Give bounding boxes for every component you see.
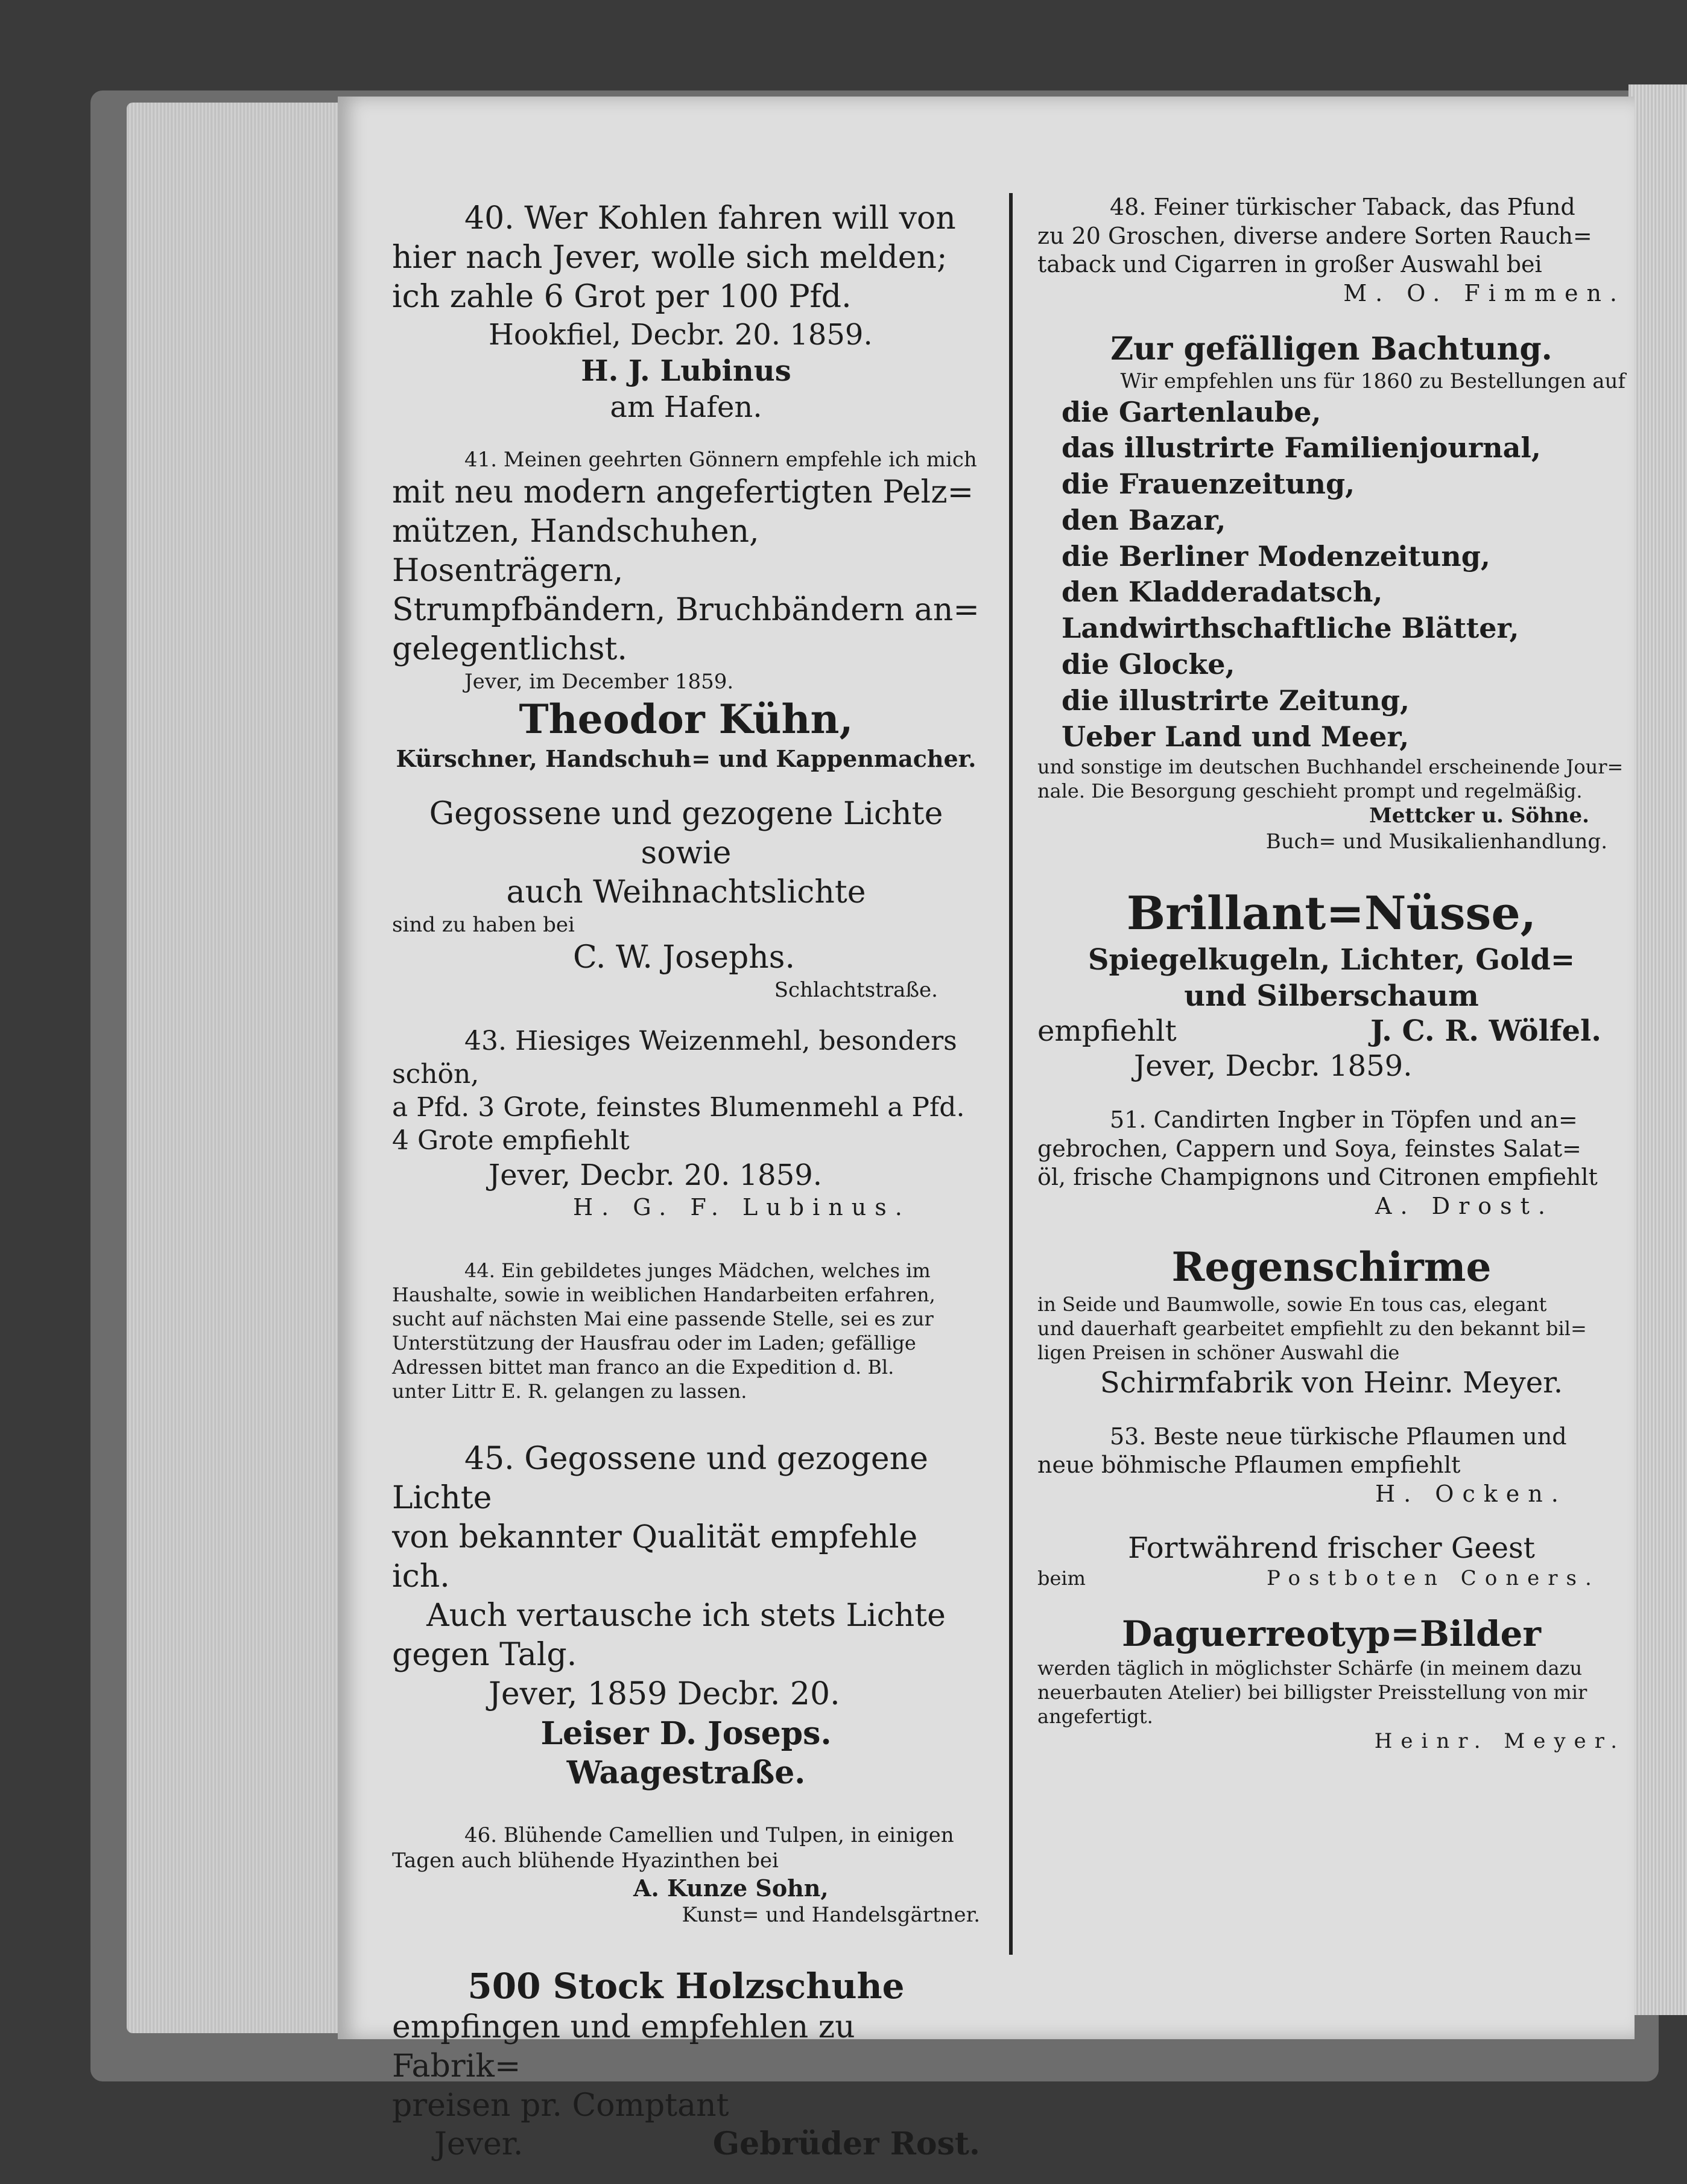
- column-divider: [1009, 193, 1013, 1955]
- ad-55-line-1: werden täglich in möglichster Schärfe (in meinem dazu: [1037, 1656, 1583, 1680]
- ad-55: [1037, 1612, 1625, 1754]
- ad-50-place-date: Jever, Decbr. 1859.: [1134, 1049, 1413, 1084]
- ad-41-place-date: Jever, im December 1859.: [464, 669, 734, 694]
- right-column: [1037, 97, 1625, 1776]
- ad-46: [392, 1823, 980, 1928]
- ad-48-line-1: 48. Feiner türkischer Taback, das Pfund: [1110, 194, 1575, 220]
- ad-50: [1037, 884, 1625, 1084]
- ad-41: [392, 447, 980, 773]
- ad-49-intro: Wir empfehlen uns für 1860 zu Bestellungen auf: [1120, 369, 1625, 393]
- ad-48-line-2: zu 20 Groschen, diverse andere Sorten Rauch=: [1037, 222, 1592, 249]
- ad-54-title: Fortwährend frischer Geest: [1128, 1531, 1535, 1566]
- ad-47-place: Jever.: [434, 2126, 524, 2162]
- ad-49-item-6: den Kladderadatsch,: [1062, 576, 1383, 609]
- ad-47: [392, 1964, 980, 2163]
- ad-51: [1037, 1106, 1625, 1221]
- ad-41-line-2: mützen, Handschuhen, Hosenträgern,: [392, 513, 759, 589]
- ad-47-footer: [392, 2125, 980, 2162]
- ad-54-name: Postboten Coners.: [1267, 1566, 1600, 1591]
- ad-50-recommend: empfiehlt: [1037, 1014, 1177, 1049]
- ad-47-line-2: preisen pr. Comptant: [392, 2087, 729, 2124]
- ad-42: [392, 795, 980, 1003]
- ad-50-name: J. C. R. Wölfel.: [1370, 1014, 1601, 1049]
- ad-49-title: Zur gefälligen Bachtung.: [1110, 331, 1552, 367]
- ad-40-line-3: ich zahle 6 Grot per 100 Pfd.: [392, 279, 852, 315]
- ad-41-line-3: Strumpfbändern, Bruchbändern an=: [392, 591, 980, 628]
- ad-52-line-2: und dauerhaft gearbeitet empfiehlt zu den bekannt bil=: [1037, 1316, 1587, 1340]
- ad-42-name: C. W. Josephs.: [573, 939, 796, 976]
- ad-45-line-3: Auch vertausche ich stets Lichte: [426, 1597, 946, 1634]
- ad-55-name: Heinr. Meyer.: [1374, 1728, 1625, 1753]
- ad-49-item-1: die Gartenlaube,: [1062, 395, 1321, 428]
- ad-40-name: H. J. Lubinus: [581, 354, 791, 388]
- ad-41-name: Theodor Kühn,: [519, 696, 853, 743]
- ad-44-line-2: Haushalte, sowie in weiblichen Handarbeiten erfahren,: [392, 1283, 935, 1306]
- ad-51-name: A. Drost.: [1375, 1192, 1554, 1219]
- right-page-edge: [1628, 84, 1687, 2015]
- ad-44-line-5: Adressen bittet man franco an die Expedition d. Bl.: [392, 1355, 894, 1379]
- ad-43-line-3: 4 Grote empfiehlt: [392, 1125, 630, 1156]
- ad-46-line-2: Tagen auch blühende Hyazinthen bei: [392, 1849, 779, 1873]
- ad-55-line-3: angefertigt.: [1037, 1704, 1153, 1728]
- ad-40-place-date: Hookfiel, Decbr. 20. 1859.: [489, 318, 873, 352]
- ad-49-item-9: die illustrirte Zeitung,: [1062, 684, 1410, 717]
- ad-43-name: H. G. F. Lubinus.: [573, 1194, 911, 1221]
- ad-49-trade: Buch= und Musikalienhandlung.: [1265, 829, 1607, 854]
- ad-45-line-1: 45. Gegossene und gezogene Lichte: [392, 1440, 928, 1516]
- ad-42-address: Schlachtstraße.: [774, 977, 938, 1002]
- ad-51-line-2: gebrochen, Cappern und Soya, feinstes Salat=: [1037, 1135, 1581, 1162]
- ad-40-line-2: hier nach Jever, wolle sich melden;: [392, 240, 948, 276]
- ad-44: [392, 1259, 980, 1403]
- ad-48: [1037, 193, 1625, 308]
- ad-52-title: Regenschirme: [1171, 1243, 1492, 1291]
- ad-44-line-3: sucht auf nächsten Mai eine passende Stelle, sei es zur: [392, 1307, 934, 1330]
- ad-47-name: Gebrüder Rost.: [712, 2125, 980, 2162]
- ad-49-name: Mettcker u. Söhne.: [1369, 804, 1589, 828]
- ad-41-line-4: gelegentlichst.: [392, 630, 627, 667]
- ad-42-line-1: Gegossene und gezogene Lichte sowie: [429, 796, 943, 871]
- ad-41-trade: Kürschner, Handschuh= und Kappenmacher.: [396, 744, 976, 772]
- ad-49-outro-2: nale. Die Besorgung geschieht prompt und regelmäßig.: [1037, 779, 1583, 803]
- ad-41-line-1: mit neu modern angefertigten Pelz=: [392, 474, 974, 510]
- ad-51-line-3: öl, frische Champignons und Citronen empfiehlt: [1037, 1164, 1598, 1191]
- ad-49-item-10: Ueber Land und Meer,: [1062, 720, 1410, 753]
- ad-49-outro-1: und sonstige im deutschen Buchhandel erscheinende Jour=: [1037, 755, 1624, 779]
- ad-40-line-1: 40. Wer Kohlen fahren will von: [464, 200, 956, 236]
- ad-46-line-1: 46. Blühende Camellien und Tulpen, in einigen: [464, 1823, 954, 1847]
- ad-52-name: Schirmfabrik von Heinr. Meyer.: [1100, 1365, 1563, 1400]
- ad-44-line-1: 44. Ein gebildetes junges Mädchen, welches im: [464, 1259, 931, 1282]
- ad-49-item-2: das illustrirte Familienjournal,: [1062, 431, 1541, 465]
- ad-50-title: Brillant=Nüsse,: [1126, 886, 1537, 941]
- ad-54: [1037, 1530, 1625, 1590]
- ad-53-line-1: 53. Beste neue türkische Pflaumen und: [1110, 1423, 1567, 1450]
- ad-52-line-3: ligen Preisen in schöner Auswahl die: [1037, 1341, 1400, 1364]
- ad-42-availability: sind zu haben bei: [392, 913, 575, 937]
- ad-47-line-1: empfingen und empfehlen zu Fabrik=: [392, 2009, 855, 2084]
- ad-51-line-1: 51. Candirten Ingber in Töpfen und an=: [1110, 1106, 1578, 1134]
- ad-49-item-4: den Bazar,: [1062, 503, 1226, 536]
- ad-49: [1037, 329, 1625, 854]
- ad-40-address: am Hafen.: [610, 390, 762, 424]
- ad-50-line-2: und Silberschaum: [1184, 979, 1479, 1014]
- ad-54-footer: [1037, 1566, 1625, 1590]
- ad-43-place-date: Jever, Decbr. 20. 1859.: [489, 1158, 823, 1192]
- ad-54-at: beim: [1037, 1567, 1086, 1590]
- ad-43-line-2: a Pfd. 3 Grote, feinstes Blumenmehl a Pfd.: [392, 1092, 965, 1123]
- ad-42-line-2: auch Weihnachtslichte: [506, 874, 866, 910]
- ad-49-item-3: die Frauenzeitung,: [1062, 468, 1355, 501]
- ad-50-footer: [1037, 1014, 1625, 1048]
- ad-52: [1037, 1242, 1625, 1401]
- ad-52-line-1: in Seide und Baumwolle, sowie En tous cas, elegant: [1037, 1292, 1547, 1316]
- ad-53: [1037, 1423, 1625, 1509]
- ad-45-address: Waagestraße.: [566, 1754, 806, 1791]
- ad-44-line-4: Unterstützung der Hausfrau oder im Laden; gefällige: [392, 1331, 916, 1354]
- ad-49-item-8: die Glocke,: [1062, 648, 1235, 681]
- ad-48-name: M. O. Fimmen.: [1343, 279, 1625, 306]
- ad-45: [392, 1440, 980, 1792]
- ad-46-name: A. Kunze Sohn,: [633, 1874, 829, 1902]
- ad-45-line-4: gegen Talg.: [392, 1636, 577, 1673]
- ad-47-title: 500 Stock Holzschuhe: [467, 1965, 905, 2007]
- ad-46-trade: Kunst= und Handelsgärtner.: [682, 1903, 980, 1927]
- ad-53-name: H. Ocken.: [1375, 1480, 1567, 1507]
- left-column: [392, 97, 980, 2184]
- page-edges: [127, 103, 362, 2033]
- ad-48-line-3: taback und Cigarren in großer Auswahl bei: [1037, 251, 1542, 278]
- ad-53-line-2: neue böhmische Pflaumen empfiehlt: [1037, 1452, 1461, 1479]
- ad-49-item-7: Landwirthschaftliche Blätter,: [1062, 612, 1519, 645]
- ad-55-title: Daguerreotyp=Bilder: [1122, 1613, 1541, 1655]
- ad-45-line-2: von bekannter Qualität empfehle ich.: [392, 1519, 918, 1595]
- ad-49-item-5: die Berliner Modenzeitung,: [1062, 539, 1490, 573]
- ad-45-place-date: Jever, 1859 Decbr. 20.: [489, 1675, 840, 1712]
- ad-55-line-2: neuerbauten Atelier) bei billigster Preisstellung von mir: [1037, 1680, 1587, 1704]
- ad-41-intro: 41. Meinen geehrten Gönnern empfehle ich mich: [464, 448, 977, 472]
- ad-50-line-1: Spiegelkugeln, Lichter, Gold=: [1087, 943, 1575, 977]
- ad-43: [392, 1024, 980, 1222]
- ad-43-line-1: 43. Hiesiges Weizenmehl, besonders schön,: [392, 1026, 957, 1090]
- ad-45-name: Leiser D. Joseps.: [540, 1715, 832, 1752]
- ad-44-line-6: unter Littr E. R. gelangen zu lassen.: [392, 1379, 747, 1403]
- ad-40: [392, 199, 980, 425]
